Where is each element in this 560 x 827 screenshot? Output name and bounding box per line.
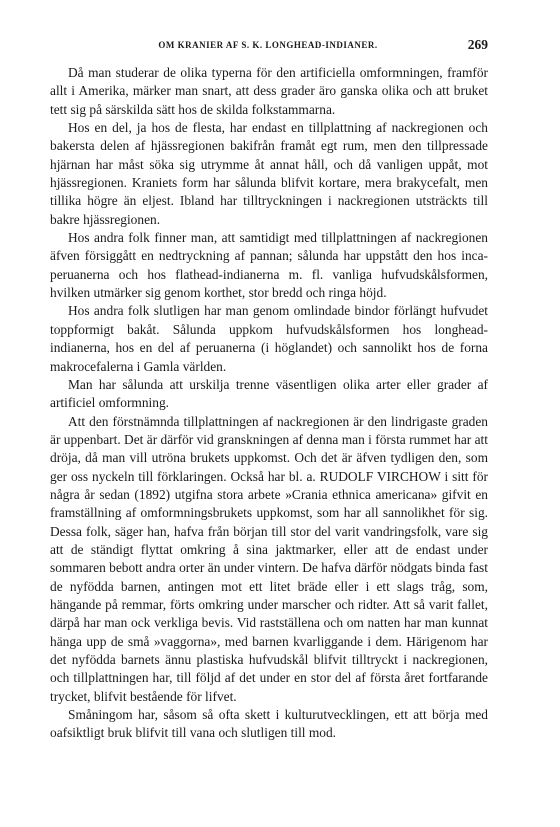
paragraph: Hos andra folk finner man, att samtidigt med tillplattningen af nackregionen äfven försiggått en nedtryckning af pannan; sålunda har uppstått den hos inca-peruanerna och hos flathead-indianerna m. fl. vanliga hufvudskålsformen, hvilken utmärker sig genom korthet, stor bredd och ringa höjd. [50,230,488,301]
running-head [50,37,488,64]
body-text [50,64,488,743]
paragraph: Då man studerar de olika typerna för den artificiella omformningen, framför allt i Amerika, märker man snart, att dess grader äro ganska olika och att bruket tett sig på särskilda sätt hos de skilda folkstammarna. [50,65,488,117]
paragraph: Man har sålunda att urskilja trenne väsentligen olika arter eller grader af artificiel omformning. [50,376,488,411]
running-title: OM KRANIER AF S. K. LONGHEAD-INDIANER. [158,40,378,50]
paragraph: Hos andra folk slutligen har man genom omlindade bindor förlängt hufvudet toppformigt bakåt. Sålunda uppkom hufvudskålsformen hos longhead-indianerna, hos en del af peruanerna (i höglandet) och sannolikt hos de forna makrocefalerna i Gamla världen. [50,303,488,374]
page-number: 269 [467,37,488,52]
paragraph: Hos en del, ja hos de flesta, har endast en tillplattning af nackregionen och bakersta delen af hjässregionen bakifrån framåt egt rum, men den tillpressade hjärnan har måst söka sig utrymme åt annat håll, och då vanligen uppåt, mot hjässregionen. Kraniets form har sålunda blifvit kortare, mera brakycefalt, men tillika högre än eljest. Ibland har tilltryckningen i nackregionen utsträckts till bakre hjässregionen. [50,120,488,227]
book-page [50,37,488,743]
paragraph: Småningom har, såsom så ofta skett i kulturutvecklingen, ett att börja med oafsiktligt bruk blifvit till vana och slutligen till mod. [50,707,488,741]
paragraph: Att den förstnämnda tillplattningen af nackregionen är den lindrigaste graden är uppenbart. Det är därför vid granskningen af denna man i första rummet har att dröja, då man vill utröna brukets uppkomst. Och det är äfven tydligen den, som ger oss nyckeln till förklaringen. Också har bl. a. RUDOLF VIRCHOW i sitt för några år sedan (1892) utgifna stora arbete »Crania ethnica americana» gifvit en framställning af omformningsbrukets uppkomst, som har all sannolikhet för sig. Dessa folk, säger han, hafva från början till stor del varit vandringsfolk, vare sig att de ständigt flyttat omkring å sina jaktmarker, eller att de endast under sommaren bebott andra orter än under vintern. De hafva därför nödgats binda fast de nyfödda barnen, antingen mot ett litet bräde eller i ett slags tråg, som, hängande på remmar, förts omkring under marscher och ridter. Att så varit fallet, därpå har man ock verkliga bevis. Vid rastställena och om natten har man kunnat hänga upp de små »vaggorna», med barnen kvarliggande i dem. Härigenom har det nyfödda barnets ännu plastiska hufvudskål blifvit tilltryckt i nackregionen, och tillplattningen har, till följd af det under en stor del af första året fortfarande trycket, blifvit bestående för lifvet. [50,413,488,704]
